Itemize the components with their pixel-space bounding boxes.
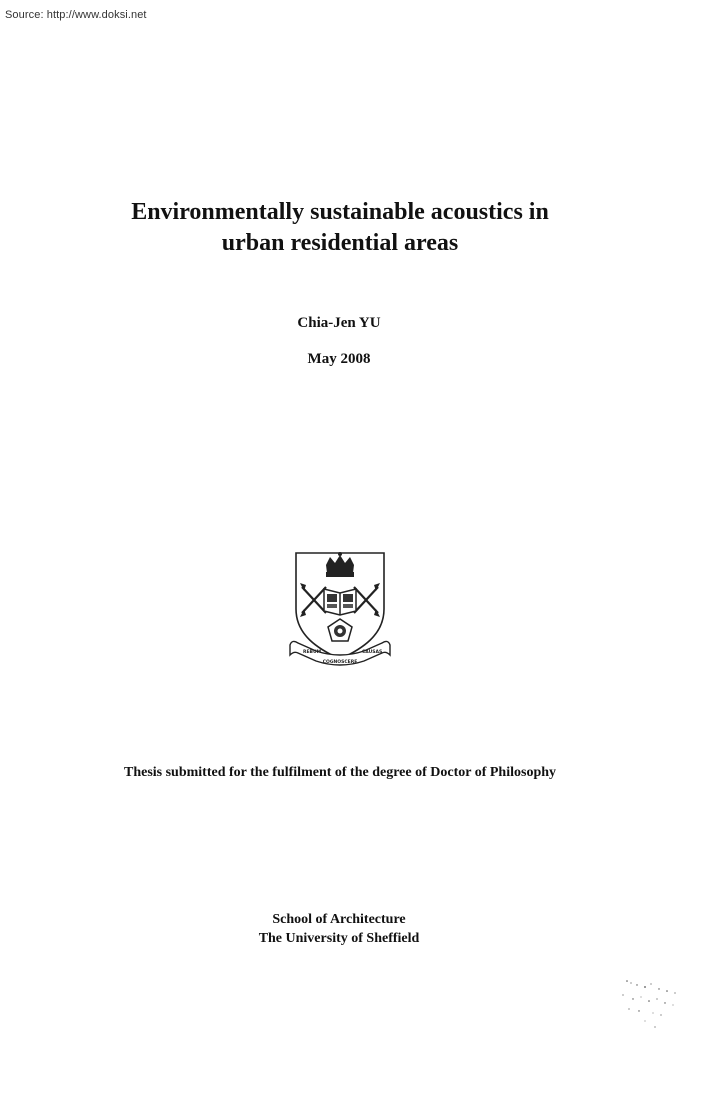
title-line-1: Environmentally sustainable acoustics in <box>131 199 549 225</box>
university-name: The University of Sheffield <box>258 931 420 946</box>
degree-statement: Thesis submitted for the fulfilment of the degree of Doctor of Philosophy <box>123 765 557 780</box>
source-line: Source: http://www.doksi.net <box>5 9 147 21</box>
svg-text:REBUM: REBUM <box>303 650 322 655</box>
thesis-date: May 2008 <box>307 351 371 367</box>
title-line-2: urban residential areas <box>221 230 459 256</box>
institution-block <box>0 910 678 948</box>
scan-noise-specks <box>615 975 695 1035</box>
school-name: School of Architecture <box>272 912 406 927</box>
open-book-icon <box>324 589 356 615</box>
university-crest-icon <box>286 547 394 672</box>
document-title <box>0 197 680 259</box>
author-name: Chia-Jen YU <box>297 315 381 331</box>
svg-text:CAUSAS: CAUSAS <box>362 650 383 655</box>
svg-text:COGNOSCERE: COGNOSCERE <box>322 660 358 665</box>
